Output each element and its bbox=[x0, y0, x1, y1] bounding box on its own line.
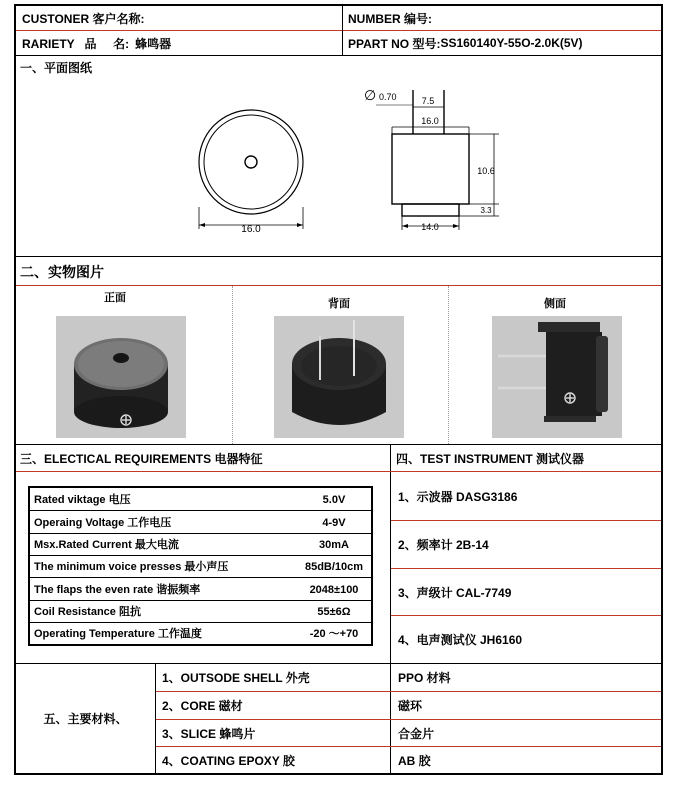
section4-title: 四、TEST INSTRUMENT 测试仪器 bbox=[396, 451, 584, 466]
spec-value: 30mA bbox=[319, 539, 349, 551]
spec-label: The flaps the even rate 谐振频率 bbox=[34, 584, 201, 596]
spec-label: Msx.Rated Current 最大电流 bbox=[34, 539, 179, 551]
spec-label: Coil Resistance 阻抗 bbox=[34, 606, 141, 618]
pin-diameter-symbol: ∅ bbox=[364, 87, 377, 103]
part-label: PPART NO 型号: bbox=[348, 36, 441, 51]
section2-title-line bbox=[16, 285, 661, 286]
materials-column-divider bbox=[390, 663, 391, 773]
pin-diameter-text: 0.70 bbox=[379, 92, 397, 102]
materials-title-divider bbox=[155, 663, 156, 773]
photo-back bbox=[274, 316, 404, 438]
variety-row bbox=[22, 31, 342, 55]
electrical-spec-table bbox=[28, 486, 373, 646]
variety-value: 蜂鸣器 bbox=[135, 36, 172, 51]
part-row bbox=[348, 31, 658, 55]
photo-label-back: 背面 bbox=[328, 298, 350, 310]
material-value: 合金片 bbox=[398, 726, 435, 741]
section34-divider bbox=[390, 444, 391, 663]
spec-value: 2048±100 bbox=[309, 584, 359, 596]
photo-front bbox=[56, 316, 186, 438]
material-value: 磁环 bbox=[398, 699, 423, 713]
material-part: 2、CORE 磁材 bbox=[162, 699, 243, 713]
pin-pitch-text: 7.5 bbox=[421, 96, 435, 106]
spec-label: Operaing Voltage 工作电压 bbox=[34, 517, 172, 529]
photo-side bbox=[492, 316, 622, 438]
spec-row bbox=[30, 556, 371, 578]
material-part: 4、COATING EPOXY 胶 bbox=[162, 753, 295, 768]
variety-label: RARIETY 品 名: bbox=[22, 36, 130, 51]
spec-row bbox=[30, 579, 371, 601]
front-view bbox=[199, 110, 303, 229]
section2-bottom-line bbox=[16, 444, 661, 445]
part-value: SS160140Y-55O-2.0K(5V) bbox=[440, 36, 583, 50]
photo-divider-1 bbox=[232, 286, 233, 444]
photo-divider-2 bbox=[448, 286, 449, 444]
section1-bottom-line bbox=[16, 256, 661, 257]
spec-label: Operating Temperature 工作温度 bbox=[34, 628, 202, 640]
section1-title: 一、平面图纸 bbox=[20, 60, 93, 75]
base-height-text: 3.3 bbox=[480, 206, 492, 215]
instrument-item: 2、频率计 2B-14 bbox=[398, 538, 489, 552]
number-label: NUMBER 编号: bbox=[348, 11, 432, 26]
photo-label-front: 正面 bbox=[104, 292, 126, 304]
base-width-text: 14.0 bbox=[421, 222, 439, 232]
front-diameter-text: 16.0 bbox=[241, 224, 261, 235]
instrument-item: 1、示波器 DASG3186 bbox=[398, 489, 518, 504]
spec-value: 85dB/10cm bbox=[304, 561, 364, 573]
spec-row-divider bbox=[30, 577, 371, 578]
header-bottom-line bbox=[16, 55, 661, 56]
instrument-item: 4、电声测试仪 JH6160 bbox=[398, 633, 523, 647]
spec-value: 4-9V bbox=[322, 517, 346, 529]
spec-label: Rated viktage 电压 bbox=[34, 494, 131, 506]
spec-row bbox=[30, 601, 371, 623]
material-value: PPO 材料 bbox=[398, 671, 451, 685]
spec-row bbox=[30, 623, 371, 645]
top-width-text: 16.0 bbox=[421, 116, 439, 126]
section5-title: 五、主要材料、 bbox=[43, 711, 128, 726]
instrument-item: 3、声级计 CAL-7749 bbox=[398, 585, 512, 600]
spec-row bbox=[30, 512, 371, 534]
spec-value: 55±6Ω bbox=[317, 606, 351, 618]
material-value: AB 胶 bbox=[398, 753, 431, 768]
spec-row bbox=[30, 489, 371, 511]
material-part: 3、SLICE 蜂鸣片 bbox=[162, 726, 256, 741]
section2-title: 二、实物图片 bbox=[20, 264, 104, 280]
technical-drawing bbox=[176, 72, 516, 252]
customer-label: CUSTONER 客户名称: bbox=[22, 11, 145, 26]
spec-label: The minimum voice presses 最小声压 bbox=[34, 561, 229, 573]
spec-value: 5.0V bbox=[322, 494, 346, 506]
section3-title: 三、ELECTICAL REQUIREMENTS 电器特征 bbox=[20, 451, 263, 466]
spec-row bbox=[30, 534, 371, 556]
spec-value: -20 ～+70 bbox=[309, 628, 359, 640]
body-height-text: 10.6 bbox=[477, 166, 495, 176]
spec-row-divider bbox=[30, 510, 371, 511]
photo-label-side: 侧面 bbox=[544, 298, 566, 310]
header-column-divider bbox=[342, 6, 343, 55]
spec-sheet bbox=[14, 4, 663, 775]
material-part: 1、OUTSODE SHELL 外壳 bbox=[162, 671, 310, 685]
